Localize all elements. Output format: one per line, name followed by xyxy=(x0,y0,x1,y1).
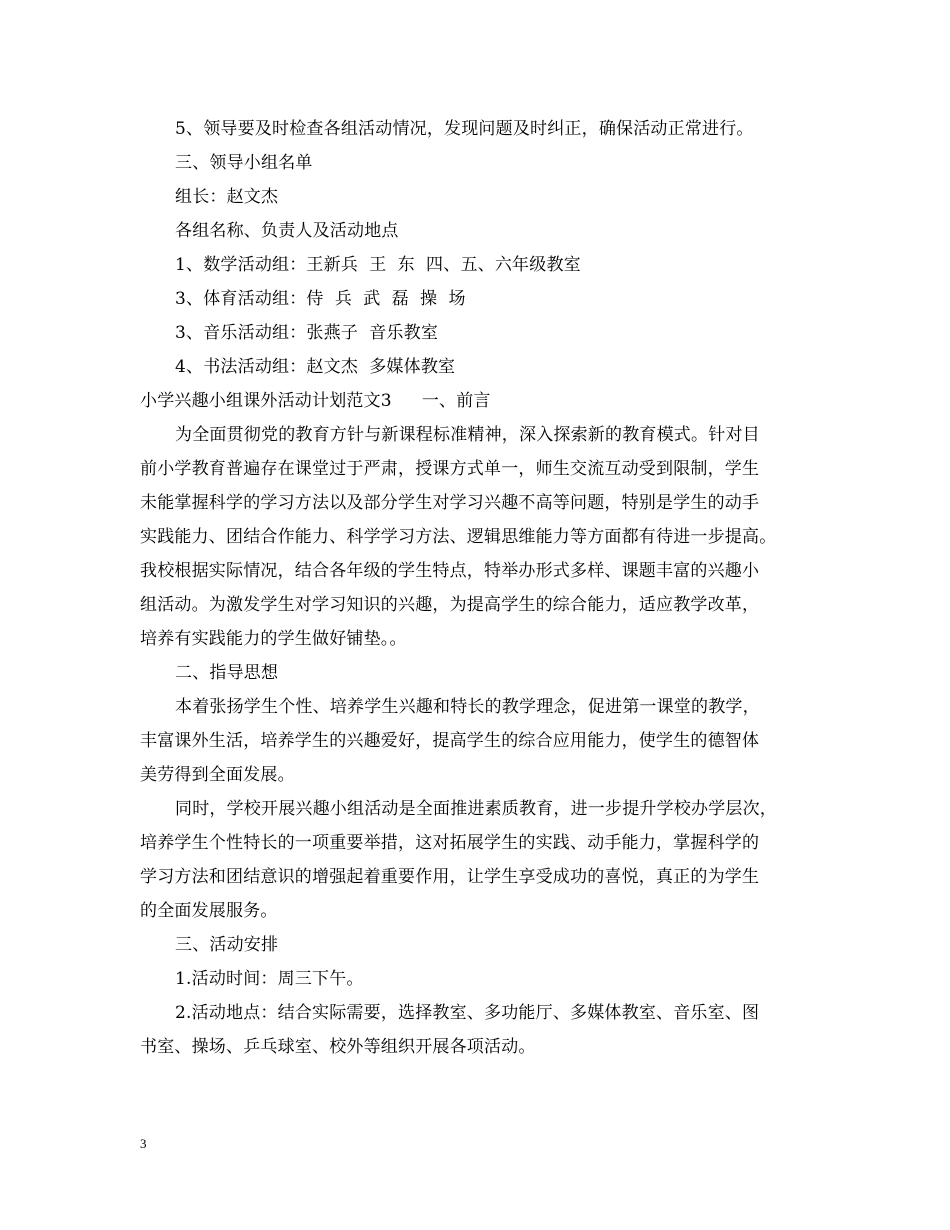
paragraph-line: 的全面发展服务。 xyxy=(140,901,278,921)
paragraph-line: 前小学教育普遍存在课堂过于严肃，授课方式单一，师生交流互动受到限制，学生 xyxy=(140,459,760,479)
paragraph-line: 组活动。为激发学生对学习知识的兴趣，为提高学生的综合能力，适应教学改革， xyxy=(140,595,760,615)
paragraph-line: 同时，学校开展兴趣小组活动是全面推进素质教育，进一步提升学校办学层次， xyxy=(175,799,777,819)
list-item: 3、体育活动组：侍 兵 武 磊 操 场 xyxy=(175,289,466,309)
paragraph-line: 1.活动时间：周三下午。 xyxy=(175,969,364,989)
list-item: 3、音乐活动组：张燕子 音乐教室 xyxy=(175,323,439,343)
paragraph-line: 实践能力、团结合作能力、科学学习方法、逻辑思维能力等方面都有待进一步提高。 xyxy=(140,527,777,547)
paragraph-line: 学习方法和团结意识的增强起着重要作用，让学生享受成功的喜悦，真正的为学生 xyxy=(140,867,760,887)
document-content xyxy=(140,112,820,1064)
body-text xyxy=(140,418,820,1064)
paragraph-line: 三、活动安排 xyxy=(175,935,279,955)
text-line: 5、领导要及时检查各组活动情况，发现问题及时纠正，确保活动正常进行。 xyxy=(175,119,754,139)
paragraph-line: 培养学生个性特长的一项重要举措，这对拓展学生的实践、动手能力，掌握科学的 xyxy=(140,833,760,853)
paragraph-line: 为全面贯彻党的教育方针与新课程标准精神，深入探索新的教育模式。针对目 xyxy=(175,425,760,445)
paragraph-line: 本着张扬学生个性、培养学生兴趣和特长的教学理念，促进第一课堂的教学， xyxy=(175,697,760,717)
list-item: 4、书法活动组：赵文杰 多媒体教室 xyxy=(175,357,456,377)
text-line: 各组名称、负责人及活动地点 xyxy=(175,221,399,241)
paragraph-line: 未能掌握科学的学习方法以及部分学生对学习兴趣不高等问题，特别是学生的动手 xyxy=(140,493,760,513)
section-heading: 一、前言 xyxy=(421,391,491,411)
paragraph-line: 丰富课外生活，培养学生的兴趣爱好，提高学生的综合应用能力，使学生的德智体 xyxy=(140,731,760,751)
section-heading: 三、领导小组名单 xyxy=(175,153,313,173)
page-number: 3 xyxy=(140,1136,147,1151)
paragraph-line: 我校根据实际情况，结合各年级的学生特点，特举办形式多样、课题丰富的兴趣小 xyxy=(140,561,760,581)
text-line: 组长：赵文杰 xyxy=(175,187,279,207)
paragraph-line: 二、指导思想 xyxy=(175,663,279,683)
article-heading xyxy=(140,384,820,418)
article-title: 小学兴趣小组课外活动计划范文3 xyxy=(140,391,392,411)
paragraph-line: 美劳得到全面发展。 xyxy=(140,765,295,785)
paragraph-line: 书室、操场、乒乓球室、校外等组织开展各项活动。 xyxy=(140,1037,536,1057)
paragraph-line: 培养有实践能力的学生做好铺垫。。 xyxy=(140,629,407,649)
list-item: 1、数学活动组：王新兵 王 东 四、五、六年级教室 xyxy=(175,255,581,275)
paragraph-line: 2.活动地点：结合实际需要，选择教室、多功能厅、多媒体教室、音乐室、图 xyxy=(175,1003,760,1023)
